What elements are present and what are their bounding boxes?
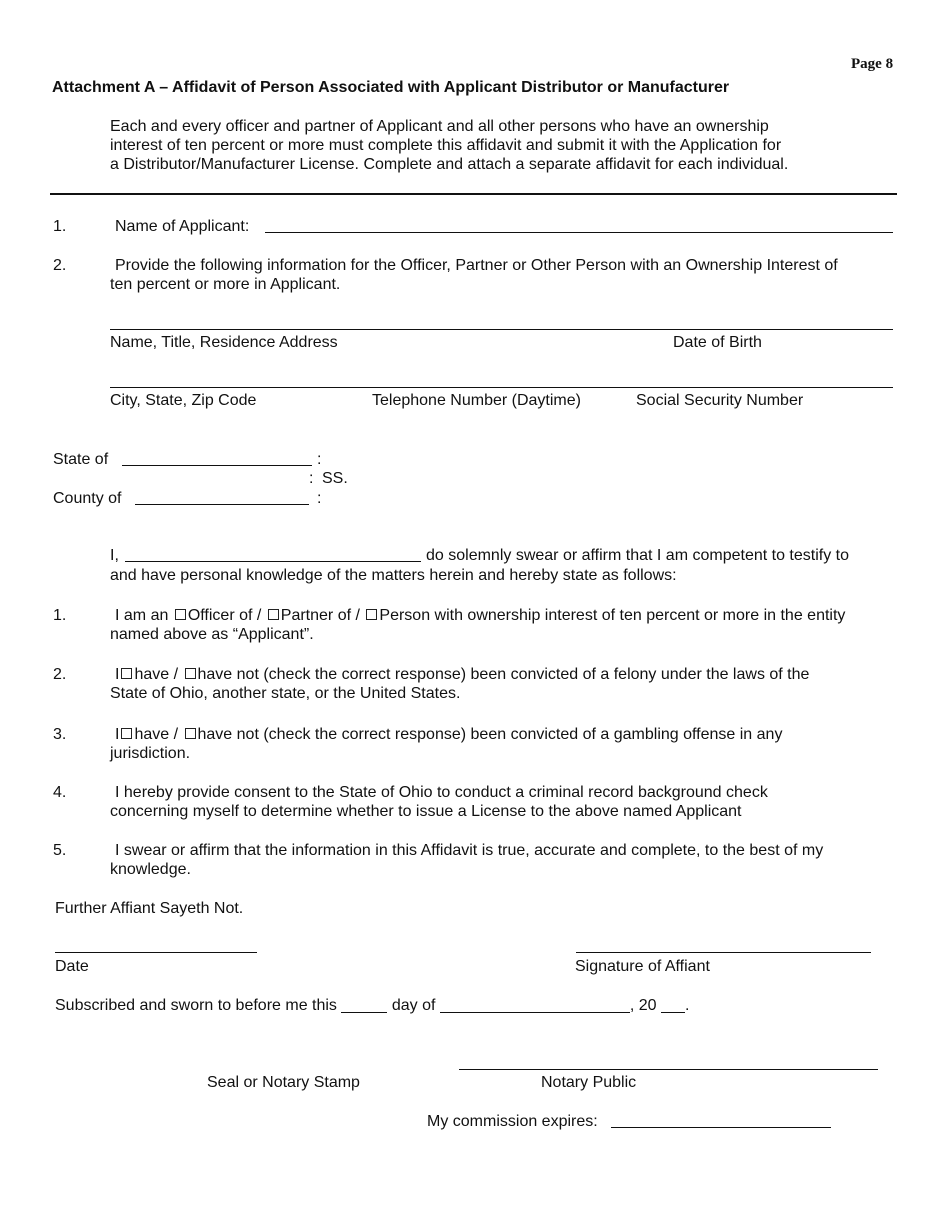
ss-label: SS. [322,470,348,487]
name-address-label: Name, Title, Residence Address [110,334,338,351]
venue-colon: : [317,451,322,468]
subscribed-text: . [685,997,690,1014]
section-divider [50,193,897,195]
subscribed-line [55,996,689,1015]
statement-text: I [115,666,120,683]
commission-label: My commission expires: [427,1113,598,1130]
month-field[interactable] [440,997,630,1013]
day-field[interactable] [341,997,387,1013]
oath-line-2: and have personal knowledge of the matters herein and hereby state as follows: [110,567,677,584]
statement-3-line-2: jurisdiction. [110,745,191,762]
further-affiant: Further Affiant Sayeth Not. [55,900,244,917]
intro-line-2: interest of ten percent or more must complete this affidavit and submit it with the Application for [110,137,782,154]
statement-text: have not (check the correct response) been convicted of a felony under the laws of the [197,666,810,683]
statement-2-line-2: State of Ohio, another state, or the United States. [110,685,461,702]
venue-colon: : [317,490,322,507]
state-field[interactable] [122,465,312,466]
officer-checkbox[interactable] [175,609,186,620]
ownership-checkbox[interactable] [366,609,377,620]
subscribed-text: day of [391,997,436,1014]
city-phone-ssn-field[interactable] [110,387,893,388]
statement-text: I am an [115,607,169,624]
commission-field[interactable] [611,1127,831,1128]
statement-5-line-1: I swear or affirm that the information in this Affidavit is true, accurate and complete, to the best of my [115,842,824,859]
statement-text: Partner of / [280,607,360,624]
county-of-label: County of [53,490,122,507]
partner-checkbox[interactable] [268,609,279,620]
dob-label: Date of Birth [673,334,762,351]
gambling-have-checkbox[interactable] [121,728,132,739]
statement-text: have / [134,726,179,743]
notary-signature-field[interactable] [459,1069,878,1070]
statement-3-line-1 [115,725,782,744]
statement-text: have not (check the correct response) been convicted of a gambling offense in any [197,726,783,743]
affiant-name-field[interactable] [125,561,421,562]
name-address-field[interactable] [110,329,893,330]
statement-number: 3. [53,726,67,743]
page-title: Attachment A – Affidavit of Person Associated with Applicant Distributor or Manufacturer [52,79,730,96]
subscribed-text: , 20 [629,997,657,1014]
oath-prefix: I, [110,547,119,564]
seal-label: Seal or Notary Stamp [207,1074,360,1091]
felony-have-checkbox[interactable] [121,668,132,679]
intro-line-1: Each and every officer and partner of Applicant and all other persons who have an ownership [110,118,769,135]
felony-have-not-checkbox[interactable] [185,668,196,679]
provide-info-line-1: Provide the following information for the Officer, Partner or Other Person with an Ownership Interest of [115,257,838,274]
oath-line-1: do solemnly swear or affirm that I am competent to testify to [426,547,849,564]
applicant-name-field[interactable] [265,232,893,233]
statement-5-line-2: knowledge. [110,861,191,878]
statement-number: 4. [53,784,67,801]
date-field[interactable] [55,952,257,953]
statement-text: Person with ownership interest of ten percent or more in the entity [379,607,846,624]
ssn-label: Social Security Number [636,392,804,409]
affiant-signature-label: Signature of Affiant [575,958,710,975]
date-label: Date [55,958,89,975]
statement-text: I [115,726,120,743]
year-field[interactable] [661,997,685,1013]
statement-1-line-2: named above as “Applicant”. [110,626,314,643]
provide-info-line-2: ten percent or more in Applicant. [110,276,341,293]
statement-number: 1. [53,607,67,624]
page-number: Page 8 [851,56,894,72]
item-number: 2. [53,257,67,274]
affiant-signature-field[interactable] [576,952,871,953]
city-state-zip-label: City, State, Zip Code [110,392,257,409]
telephone-label: Telephone Number (Daytime) [372,392,581,409]
statement-4-line-1: I hereby provide consent to the State of Ohio to conduct a criminal record background check [115,784,768,801]
statement-2-line-1 [115,665,809,684]
statement-number: 5. [53,842,67,859]
applicant-name-label: Name of Applicant: [115,218,250,235]
state-of-label: State of [53,451,109,468]
notary-public-label: Notary Public [541,1074,637,1091]
statement-text: Officer of / [187,607,262,624]
subscribed-text: Subscribed and sworn to before me this [55,997,337,1014]
statement-text: have / [134,666,179,683]
intro-line-3: a Distributor/Manufacturer License. Complete and attach a separate affidavit for each individual. [110,156,789,173]
venue-colon: : [309,470,314,487]
statement-4-line-2: concerning myself to determine whether to issue a License to the above named Applicant [110,803,742,820]
statement-number: 2. [53,666,67,683]
item-number: 1. [53,218,67,235]
gambling-have-not-checkbox[interactable] [185,728,196,739]
statement-1-line-1 [115,606,845,625]
county-field[interactable] [135,504,309,505]
